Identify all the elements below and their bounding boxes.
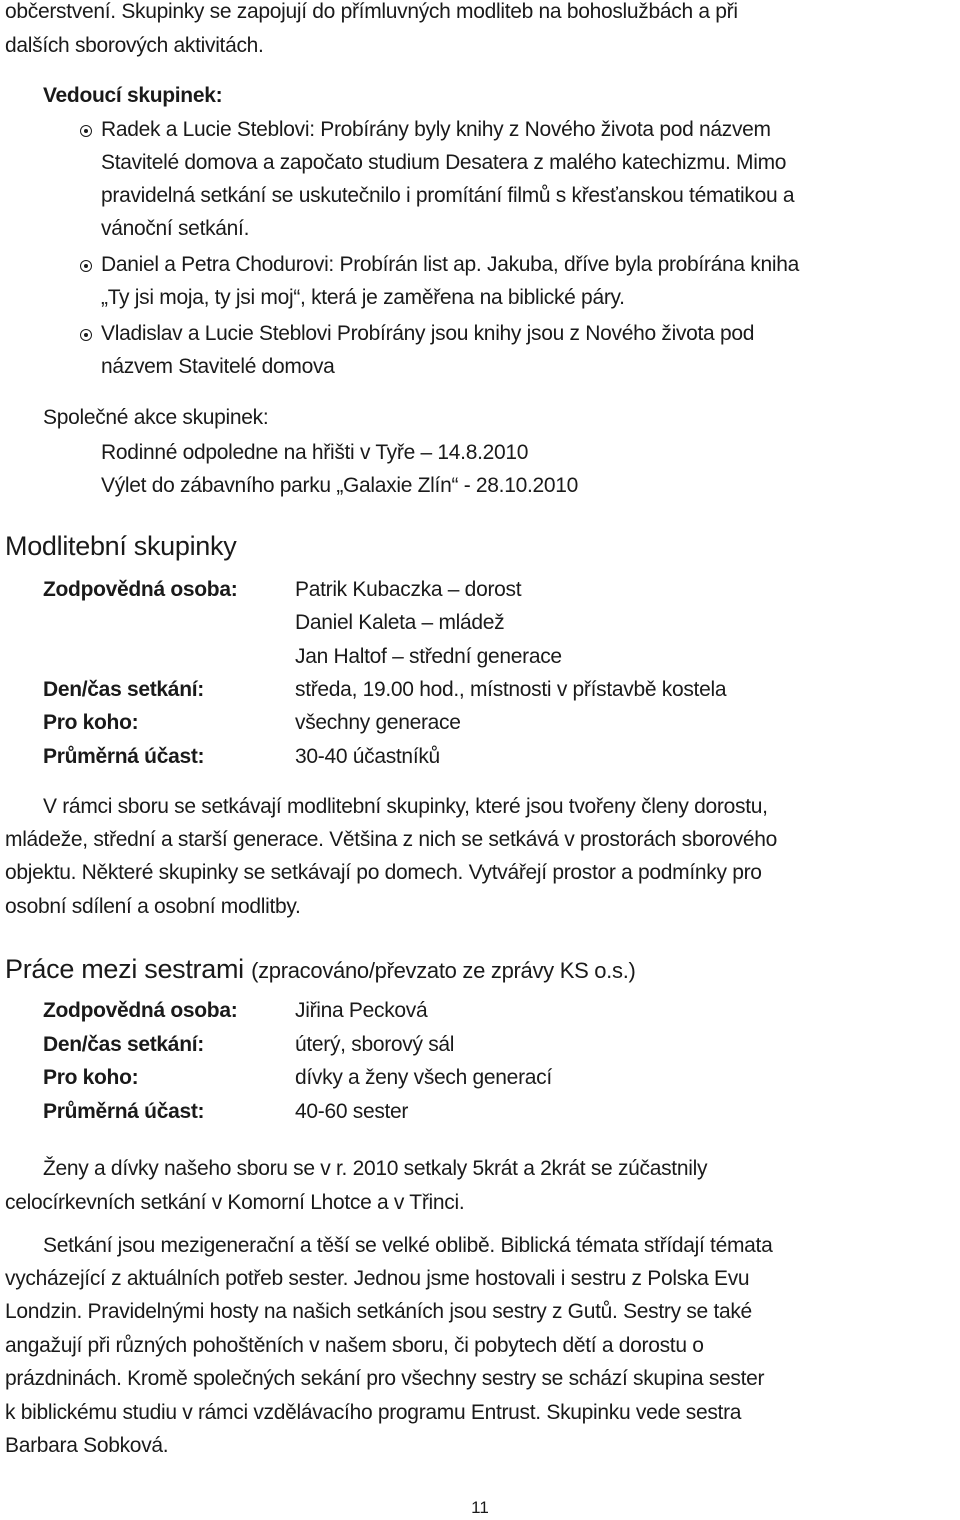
for-whom-label: Pro koho: — [43, 1066, 139, 1089]
section-title: Práce mezi sestrami — [5, 954, 244, 984]
attendance-label: Průměrná účast: — [43, 745, 205, 768]
responsible-label: Zodpovědná osoba: — [43, 578, 238, 601]
paragraph-line: Setkání jsou mezigenerační a těší se velké oblibě. Biblická témata střídají témata — [43, 1234, 773, 1257]
section-title: Modlitební skupinky — [5, 531, 237, 561]
paragraph-line: Londzin. Pravidelnými hosty na našich setkáních jsou sestry z Gutů. Sestry se také — [5, 1300, 752, 1323]
page-number: 11 — [471, 1498, 489, 1517]
paragraph-line: celocírkevních setkání v Komorní Lhotce a v Třinci. — [5, 1191, 465, 1214]
paragraph-line: vycházející z aktuálních potřeb sester. Jednou jsme hostovali i sestru z Polska Evu — [5, 1267, 750, 1290]
section-title-row — [5, 949, 636, 991]
meeting-value: úterý, sborový sál — [295, 1033, 455, 1056]
leader-item-line: Stavitelé domova a započato studium Desatera z malého katechizmu. Mimo — [101, 151, 787, 174]
paragraph-line: angažují při různých pohoštěních v našem sboru, či pobytech dětí a dorostu o — [5, 1334, 704, 1357]
leader-item-line: Daniel a Petra Chodurovi: Probírán list ap. Jakuba, dříve byla probírána kniha — [101, 253, 800, 276]
leaders-heading: Vedoucí skupinek: — [43, 84, 223, 107]
intro-line: občerstvení. Skupinky se zapojují do přímluvných modliteb na bohoslužbách a při — [5, 0, 738, 23]
bullet-icon — [80, 125, 92, 137]
paragraph-line: osobní sdílení a osobní modlitby. — [5, 895, 301, 918]
leader-item-line: vánoční setkání. — [101, 217, 250, 240]
meeting-label: Den/čas setkání: — [43, 1033, 204, 1056]
for-whom-value: dívky a ženy všech generací — [295, 1066, 552, 1089]
paragraph-line: Barbara Sobková. — [5, 1434, 169, 1457]
responsible-value: Daniel Kaleta – mládež — [295, 611, 505, 634]
for-whom-label: Pro koho: — [43, 711, 139, 734]
leader-item-line: Radek a Lucie Steblovi: Probírány byly knihy z Nového života pod názvem — [101, 118, 771, 141]
for-whom-value: všechny generace — [295, 711, 461, 734]
bullet-icon — [80, 260, 92, 272]
responsible-value: Jan Haltof – střední generace — [295, 645, 562, 668]
intro-line: dalších sborových aktivitách. — [5, 34, 264, 57]
joint-action-item: Rodinné odpoledne na hřišti v Tyře – 14.8.2010 — [101, 441, 529, 464]
paragraph-line: prázdninách. Kromě společných sekání pro všechny sestry se schází skupina sester — [5, 1367, 765, 1390]
leader-item-line: Vladislav a Lucie Steblovi Probírány jsou knihy jsou z Nového života pod — [101, 322, 755, 345]
meeting-value: středa, 19.00 hod., místnosti v přístavbě kostela — [295, 678, 727, 701]
paragraph-line: Ženy a dívky našeho sboru se v r. 2010 setkaly 5krát a 2krát se zúčastnily — [43, 1157, 708, 1180]
responsible-label: Zodpovědná osoba: — [43, 999, 238, 1022]
paragraph-line: objektu. Některé skupinky se setkávají po domech. Vytvářejí prostor a podmínky pro — [5, 861, 762, 884]
paragraph-line: k biblickému studiu v rámci vzdělávacího programu Entrust. Skupinku vede sestra — [5, 1401, 742, 1424]
attendance-value: 30-40 účastníků — [295, 745, 440, 768]
leader-item-line: „Ty jsi moja, ty jsi moj“, která je zaměřena na biblické páry. — [101, 286, 625, 309]
joint-actions-heading: Společné akce skupinek: — [43, 406, 269, 429]
responsible-value: Patrik Kubaczka – dorost — [295, 578, 522, 601]
section-subtitle: (zpracováno/převzato ze zprávy KS o.s.) — [251, 958, 636, 983]
leader-item-line: názvem Stavitelé domova — [101, 355, 335, 378]
responsible-value: Jiřina Pecková — [295, 999, 428, 1022]
paragraph-line: V rámci sboru se setkávají modlitební skupinky, které jsou tvořeny členy dorostu, — [43, 795, 768, 818]
attendance-label: Průměrná účast: — [43, 1100, 205, 1123]
bullet-icon — [80, 329, 92, 341]
meeting-label: Den/čas setkání: — [43, 678, 204, 701]
leader-item-line: pravidelná setkání se uskutečnilo i promítání filmů s křesťanskou tématikou a — [101, 184, 795, 207]
paragraph-line: mládeže, střední a starší generace. Většina z nich se setkává v prostorách sborového — [5, 828, 778, 851]
attendance-value: 40-60 sester — [295, 1100, 409, 1123]
joint-action-item: Výlet do zábavního parku „Galaxie Zlín“ - 28.10.2010 — [101, 474, 579, 497]
